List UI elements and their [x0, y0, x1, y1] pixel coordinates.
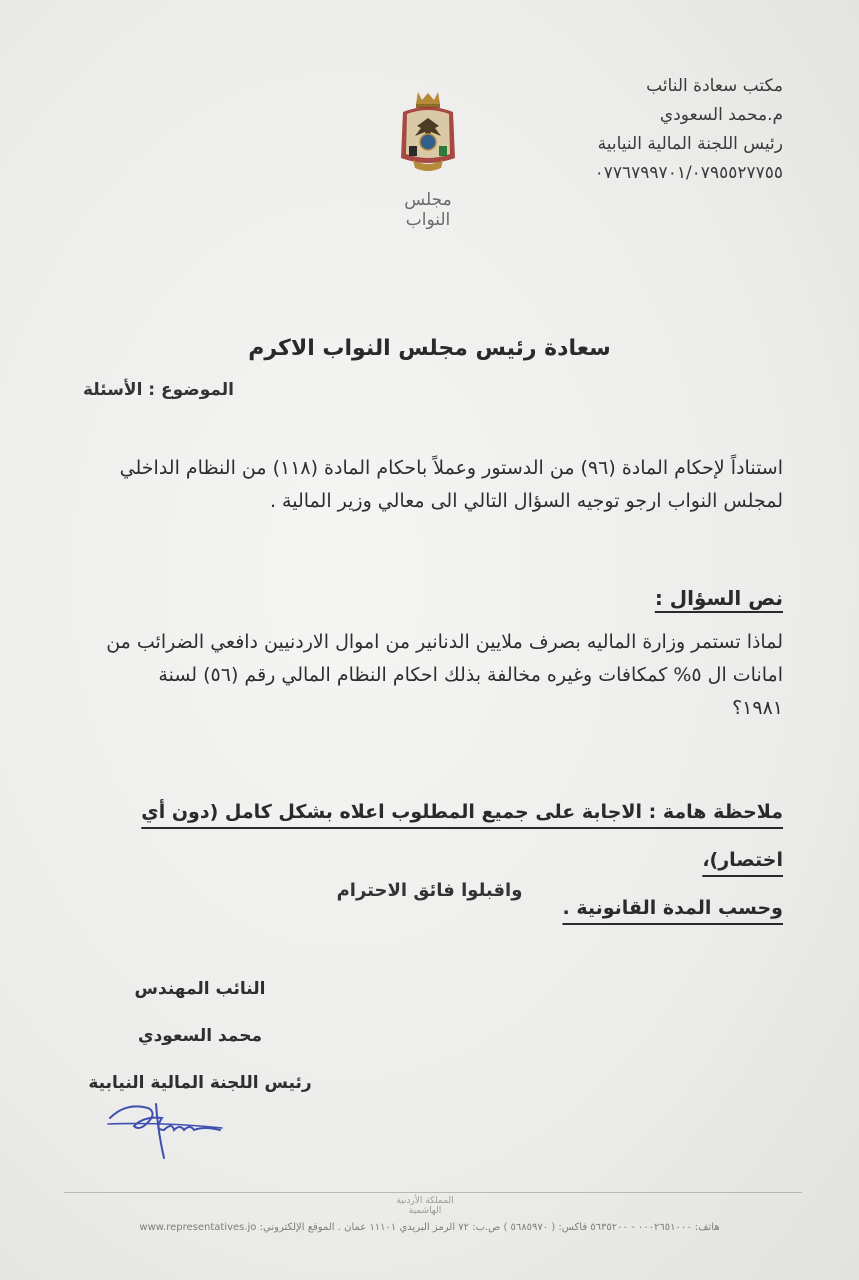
- closing-line: واقبلوا فائق الاحترام: [336, 880, 523, 901]
- footer-contact: [0, 1222, 859, 1233]
- question-body: لماذا تستمر وزارة الماليه بصرف ملايين الدنانير من اموال الاردنيين دافعي الضرائب من امانات ال ٥% كمكافات وغيره مخالفة بذلك احكام النظام المالي رقم (٥٦) لسنة ١٩٨١؟: [106, 631, 783, 719]
- footer-contact-details: هاتف: ٠٠٠٢٦٥١٠٠٠ - ٥٦٣٥٢٠٠ فاكس: ( ٥٦٨٥٩٧٠ ) ص.ب: ٧٢ الرمز البريدي ١١١٠١ عمان . الموقع الإلكتروني:: [259, 1222, 720, 1233]
- intro-paragraph: استناداً لإحكام المادة (٩٦) من الدستور وعملاً باحكام المادة (١١٨) من النظام الداخلي لمجلس النواب ارجو توجيه السؤال التالي الى معالي وزير المالية .: [119, 457, 783, 512]
- subject-line: الموضوع : الأسئلة: [83, 380, 234, 400]
- emblem: [386, 88, 470, 230]
- footer-emblem-text: المملكة الأردنية الهاشمية: [396, 1196, 454, 1216]
- note-line-1: ملاحظة هامة : الاجابة على جميع المطلوب اعلاه بشكل كامل (دون أي اختصار)،: [141, 801, 783, 871]
- sender-name: م.محمد السعودي: [659, 105, 783, 125]
- addressee-heading: سعادة رئيس مجلس النواب الاكرم: [248, 336, 611, 361]
- footer-divider: [64, 1192, 802, 1193]
- handwritten-signature-icon: [104, 1096, 226, 1162]
- sender-role: رئيس اللجنة المالية النيابية: [597, 134, 783, 154]
- signature-name: محمد السعودي: [138, 1026, 262, 1046]
- important-note: [83, 788, 783, 932]
- sender-phones: ٠٧٧٦٧٩٩٧٠١/٠٧٩٥٥٢٧٧٥٥: [594, 163, 783, 183]
- signature-block: [80, 966, 320, 1107]
- jordan-coat-of-arms-icon: [395, 88, 461, 174]
- emblem-caption: مجلس النواب: [404, 190, 452, 230]
- footer-website: www.representatives.jo: [139, 1222, 257, 1233]
- signature-title: النائب المهندس: [134, 979, 266, 999]
- signature-role: رئيس اللجنة المالية النيابية: [88, 1073, 312, 1093]
- sender-office: مكتب سعادة النائب: [646, 76, 783, 96]
- question-title: نص السؤال :: [654, 586, 783, 610]
- note-line-2: وحسب المدة القانونية .: [562, 897, 783, 919]
- sender-block: [463, 72, 783, 188]
